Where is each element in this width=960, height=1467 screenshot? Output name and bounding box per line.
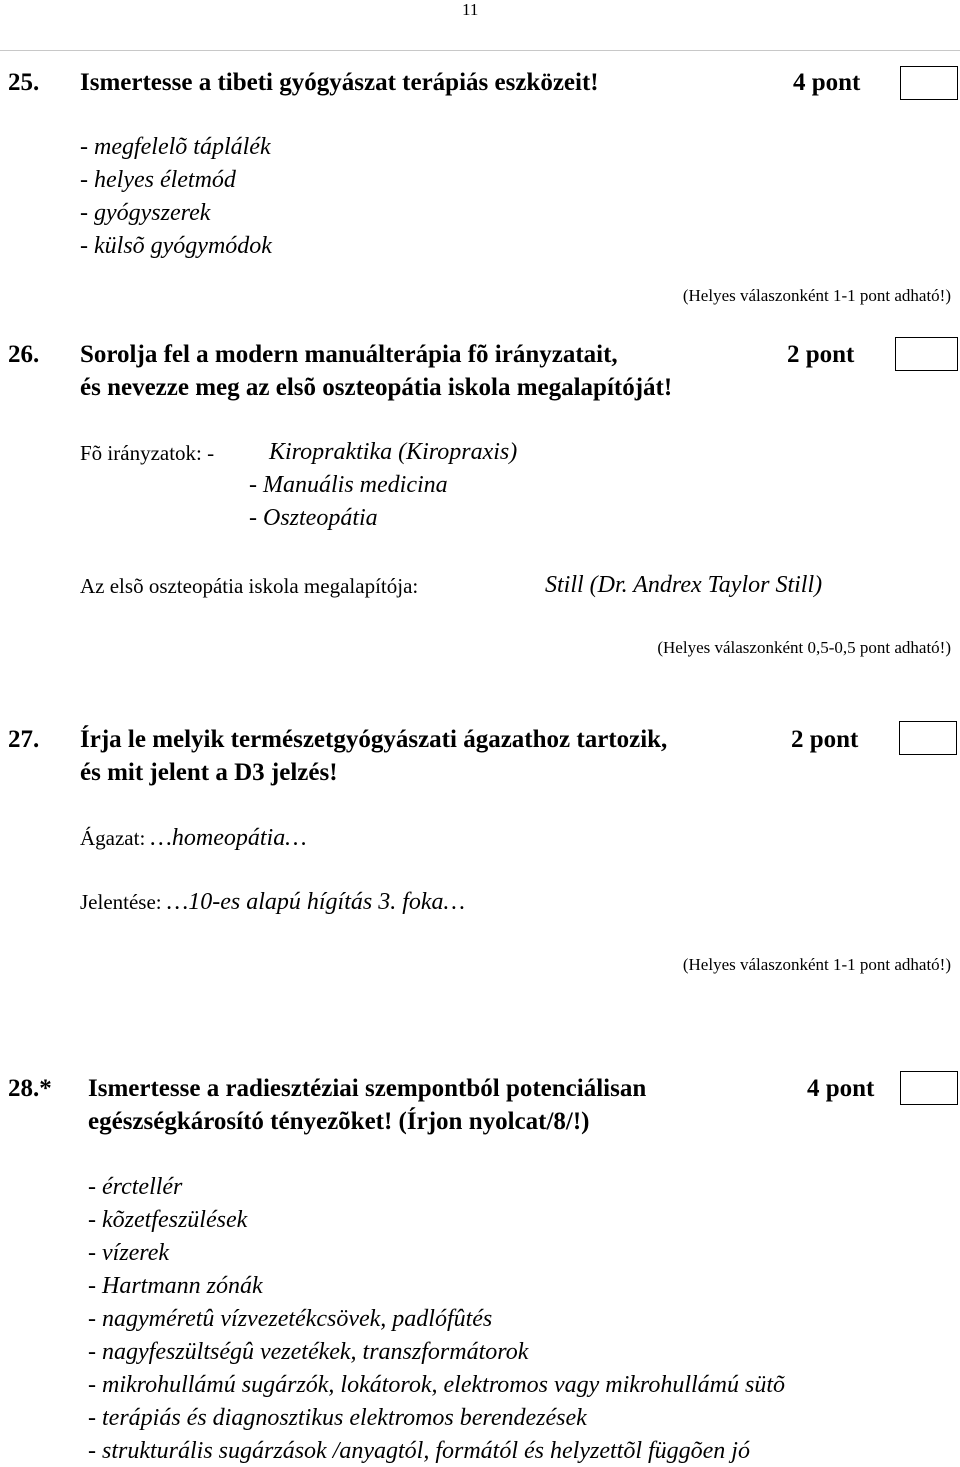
meaning-value: 10-es alapú hígítás 3. foka bbox=[188, 889, 444, 915]
branch-value: homeopátia bbox=[171, 825, 286, 851]
answer-item: - külsõ gyógymódok bbox=[80, 233, 272, 259]
meaning-dots-left: … bbox=[166, 889, 189, 915]
answer-item: - terápiás és diagnosztikus elektromos berendezések bbox=[88, 1405, 587, 1431]
direction-item: - Manuális medicina bbox=[249, 472, 448, 498]
scoring-note: (Helyes válaszonként 1-1 pont adható!) bbox=[682, 286, 951, 305]
scoring-note: (Helyes válaszonként 0,5-0,5 pont adható!) bbox=[657, 638, 951, 657]
points-label: 2 pont bbox=[787, 341, 855, 368]
question-text-line1: Sorolja fel a modern manuálterápia fõ irányzatait, bbox=[80, 341, 618, 368]
answer-item: - nagyméretû vízvezetékcsövek, padlófûtés bbox=[88, 1306, 493, 1332]
founder-label: Az elsõ oszteopátia iskola megalapítója: bbox=[80, 574, 419, 598]
direction-item: - Oszteopátia bbox=[249, 505, 378, 531]
points-label: 4 pont bbox=[807, 1075, 875, 1102]
scoring-note: (Helyes válaszonként 1-1 pont adható!) bbox=[682, 955, 951, 974]
question-number: 25. bbox=[8, 69, 40, 96]
answer-item: - érctellér bbox=[88, 1174, 183, 1200]
question-text-line2: és nevezze meg az elsõ oszteopátia iskola megalapítóját! bbox=[80, 374, 673, 401]
meaning-label: Jelentése: bbox=[80, 890, 162, 914]
question-number: 27. bbox=[8, 726, 40, 753]
score-box[interactable] bbox=[900, 66, 958, 100]
branch-dots-left: … bbox=[150, 825, 172, 851]
answer-item: - nagyfeszültségû vezetékek, transzformátorok bbox=[88, 1339, 529, 1365]
meaning-dots-right: … bbox=[443, 889, 465, 915]
meaning-row bbox=[80, 889, 465, 915]
answer-item: - vízerek bbox=[88, 1240, 170, 1266]
founder-value: Still (Dr. Andrex Taylor Still) bbox=[545, 572, 823, 598]
answer-item: - Hartmann zónák bbox=[88, 1273, 263, 1299]
direction-item: Kiropraktika (Kiropraxis) bbox=[269, 439, 518, 465]
page-number: 11 bbox=[462, 0, 479, 19]
points-label: 4 pont bbox=[793, 69, 861, 96]
question-number: 26. bbox=[8, 341, 40, 368]
branch-dots-right: … bbox=[285, 825, 307, 851]
answer-item: - mikrohullámú sugárzók, lokátorok, elektromos vagy mikrohullámú sütõ bbox=[88, 1372, 786, 1398]
question-number: 28.* bbox=[8, 1075, 52, 1102]
answer-item: - gyógyszerek bbox=[80, 200, 211, 226]
question-text-line2: és mit jelent a D3 jelzés! bbox=[80, 759, 338, 786]
answer-item: - kõzetfeszülések bbox=[88, 1207, 248, 1233]
question-text-line2: egészségkárosító tényezõket! (Írjon nyolcat/8/!) bbox=[88, 1108, 590, 1135]
header-rule bbox=[0, 50, 960, 51]
question-text-line1: Ismertesse a radiesztéziai szempontból potenciálisan bbox=[88, 1075, 647, 1102]
question-text-line1: Írja le melyik természetgyógyászati ágazathoz tartozik, bbox=[80, 726, 668, 753]
branch-row bbox=[80, 825, 307, 851]
score-box[interactable] bbox=[895, 337, 958, 371]
question-text: Ismertesse a tibeti gyógyászat terápiás eszközeit! bbox=[80, 69, 599, 96]
points-label: 2 pont bbox=[791, 726, 859, 753]
answer-item: - megfelelõ táplálék bbox=[80, 134, 271, 160]
score-box[interactable] bbox=[900, 1071, 958, 1105]
answer-item: - helyes életmód bbox=[80, 167, 236, 193]
answer-item: - strukturális sugárzások /anyagtól, formától és helyzettõl függõen jó bbox=[88, 1438, 750, 1464]
score-box[interactable] bbox=[899, 721, 957, 755]
branch-label: Ágazat: bbox=[80, 826, 146, 850]
directions-label: Fõ irányzatok: - bbox=[80, 441, 215, 465]
